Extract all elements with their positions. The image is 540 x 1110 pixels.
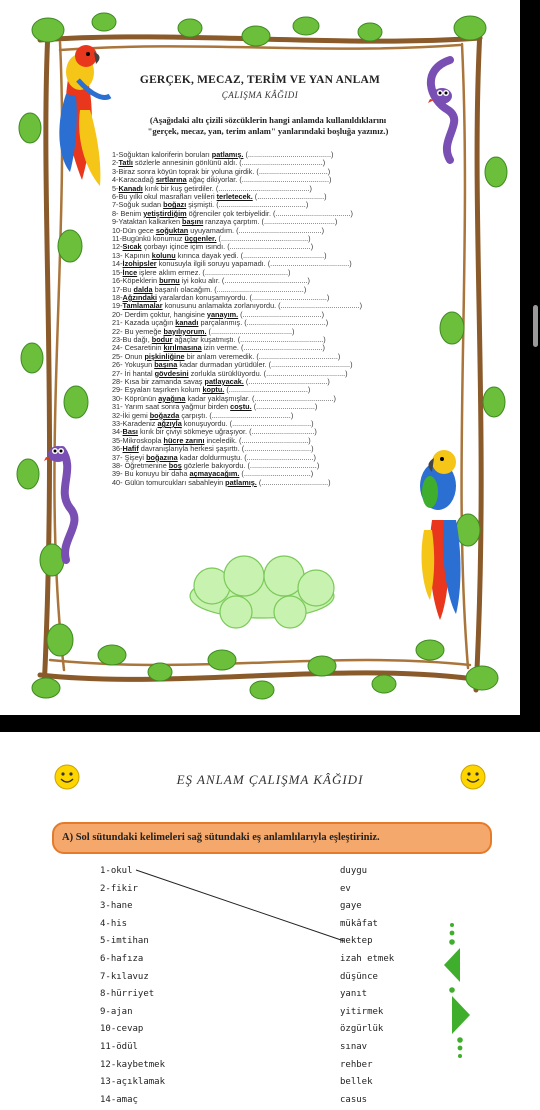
right-word[interactable]: mükâfat: [340, 918, 378, 929]
answer-blank[interactable]: (........................................): [206, 326, 295, 336]
answer-blank[interactable]: davranışlarıyla herkesi şaşırttı. (.................................): [138, 444, 314, 454]
answer-blank[interactable]: zorlukla sürüklüyordu. (.......................................): [188, 368, 348, 378]
underlined-word: sırtlarına: [155, 175, 187, 185]
underlined-word: yetiştirdiğim: [143, 208, 187, 218]
answer-blank[interactable]: konusunu anlamakta zorlanıyordu. (.......................................): [162, 301, 363, 311]
sentence-text: 26- Yokuşun: [112, 360, 155, 370]
answer-blank[interactable]: başarılı olacağım. (...........................................): [152, 284, 307, 294]
answer-blank[interactable]: çorbayı içince içim ısındı. (........................................): [141, 242, 314, 252]
answer-blank[interactable]: (.......................................): [224, 385, 311, 395]
underlined-word: Bası: [122, 427, 138, 437]
underlined-word: patlayacak.: [204, 376, 244, 386]
sentence-text: 33-Karadeniz: [112, 419, 158, 428]
left-word[interactable]: 2-fikir: [100, 883, 138, 894]
left-word[interactable]: 5-imtihan: [100, 936, 149, 947]
underlined-word: kanadı: [175, 318, 199, 328]
match-line[interactable]: [136, 870, 344, 941]
answer-blank[interactable]: kadar doldurmuştu. (.................................): [177, 452, 316, 462]
synonym-worksheet-title: EŞ ANLAM ÇALIŞMA KÂĞIDI: [176, 772, 364, 787]
answer-blank[interactable]: şişmişti. (...........................................): [186, 200, 309, 210]
answer-blank[interactable]: (.................................): [256, 477, 331, 487]
answer-blank[interactable]: sözlerle annesinin gönlünü aldı. (........................................): [132, 158, 326, 168]
answer-blank[interactable]: kırık bir kuş getirdiler. (.............................................): [142, 183, 312, 193]
underlined-word: Ağzındaki: [122, 292, 158, 302]
underlined-word: başını: [182, 217, 204, 227]
sentence-text: 17-Bu: [112, 284, 134, 294]
answer-blank[interactable]: (.......................................): [243, 376, 330, 386]
answer-blank[interactable]: inceledik. (.................................): [204, 435, 311, 445]
underlined-word: boğazı: [163, 200, 187, 210]
right-word[interactable]: gaye: [340, 901, 362, 912]
sentence-text: 8- Benim: [112, 208, 144, 218]
left-word[interactable]: 8-hürriyet: [100, 989, 155, 1000]
underlined-word: İnce: [122, 267, 138, 277]
right-word[interactable]: izah etmek: [340, 953, 395, 964]
sentence-text: 12-: [112, 242, 123, 252]
left-word[interactable]: 13-açıklamak: [100, 1077, 166, 1088]
instruction-line: (Aşağıdaki altı çizili sözcüklerin hangi anlamda kullanıldıklarını: [149, 115, 387, 125]
underlined-word: patlamış.: [211, 150, 244, 159]
underlined-word: Sıcak: [122, 242, 142, 252]
left-word[interactable]: 11-ödül: [100, 1041, 138, 1052]
right-word[interactable]: ev: [340, 883, 351, 894]
answer-blank[interactable]: izin verme. (.......................................): [201, 343, 325, 353]
underlined-word: üçgenler.: [184, 234, 217, 244]
sentence-text: 32-İki gemi: [112, 410, 150, 420]
right-word[interactable]: mektep: [340, 936, 373, 947]
sentence-text: 18-: [112, 292, 123, 302]
instruction-line: "gerçek, mecaz, yan, terim anlam" yanlarındaki boşluğa yazınız.): [147, 126, 389, 136]
sentence-text: 37- Şişeyi: [112, 452, 147, 462]
sentence-text: 6-Bu yılki okul masrafları velileri: [112, 192, 217, 202]
right-word[interactable]: yitirmek: [340, 1006, 384, 1017]
answer-blank[interactable]: bir anlam veremedik. (.......................................): [184, 351, 341, 361]
right-word[interactable]: rehber: [340, 1059, 373, 1070]
right-word[interactable]: sınav: [340, 1041, 368, 1052]
answer-blank[interactable]: kırık bir çiviyi sökmeye uğraşıyor. (...............................): [137, 427, 317, 437]
answer-blank[interactable]: yaralardan konuşamıyordu. (.....................................): [157, 292, 330, 302]
sentence-text: 4-Karacadağ: [112, 175, 156, 185]
sentence-text: 10-Dün gece: [112, 225, 156, 235]
sentence-text: 22- Bu yemeğe: [112, 326, 164, 336]
answer-blank[interactable]: (...........................................): [216, 234, 311, 244]
sentence-text: 7-Soğuk sudan: [112, 200, 164, 210]
sentence-text: 2-: [112, 158, 119, 168]
worksheet-subtitle: ÇALIŞMA KÂĞIDI: [221, 90, 299, 100]
answer-blank[interactable]: kadar yaklaşmışlar. (.......................................): [185, 393, 336, 403]
play-arrow-icon[interactable]: [452, 996, 470, 1058]
sentence-text: 3-Biraz sonra köyün toprak bir yoluna girdik. (..................................): [112, 166, 331, 176]
answer-blank[interactable]: (.................................): [239, 469, 314, 479]
underlined-word: ayağına: [158, 393, 186, 403]
underlined-word: burnu: [159, 276, 180, 286]
sentence-text: 39- Bu konuyu bir daha: [112, 469, 190, 479]
sentence-text: 1-Soğuktan kaloriferin boruları: [112, 150, 212, 159]
answer-blank[interactable]: kadar durmadan yürüdüler. (.......................................): [177, 360, 353, 370]
answer-blank[interactable]: konusuyla ilgili soruyu yapamadı. (.......................................): [156, 259, 352, 269]
sentence-text: 13- Kapının: [112, 250, 152, 260]
underlined-word: soğuktan: [155, 225, 189, 235]
answer-blank[interactable]: gözlerle bakıyordu. (.................................): [181, 461, 320, 471]
underlined-word: hücre zarını: [163, 435, 205, 445]
sentence-text: 20- Derdim çoktur, hangisine: [112, 309, 207, 319]
sentence-text: 36-: [112, 444, 123, 454]
sentence-text: 38- Öğretmenine: [112, 461, 169, 471]
underlined-word: koptu.: [202, 385, 225, 395]
right-word[interactable]: bellek: [340, 1077, 373, 1088]
sentence-text: 34-: [112, 427, 123, 437]
underlined-word: başına: [154, 360, 178, 370]
underlined-word: kırılmasına: [163, 343, 202, 353]
sentence-text: 40- Gülün tomurcukları sabahleyin: [112, 477, 226, 487]
left-word[interactable]: 1-okul: [100, 866, 133, 876]
sentence-text: 29- Eşyaları taşırken kolum: [112, 385, 203, 395]
underlined-word: Tatlı: [118, 158, 133, 168]
underlined-word: pişkinliğine: [144, 351, 185, 361]
underlined-word: coştu.: [230, 402, 252, 412]
sentence-text: 15-: [112, 267, 123, 277]
underlined-word: Hafif: [122, 444, 139, 454]
sentence-text: 24- Cesaretinin: [112, 343, 164, 353]
instruction-text: A) Sol sütundaki kelimeleri sağ sütundaki eş anlamlılarıyla eşleştiriniz.: [62, 832, 380, 843]
underlined-word: açmayacağım.: [189, 469, 240, 479]
left-word[interactable]: 12-kaybetmek: [100, 1059, 166, 1070]
left-word[interactable]: 14-amaç: [100, 1094, 138, 1105]
answer-blank[interactable]: ağaç dikiyorlar. (...........................................): [186, 175, 332, 185]
underlined-word: boğazda: [149, 410, 180, 420]
answer-blank[interactable]: iyi koku alır. (.........................................): [179, 276, 310, 286]
answer-blank[interactable]: (.................................): [252, 192, 327, 202]
sentence-text: 28- Kısa bir zamanda savaş: [112, 376, 205, 386]
underlined-word: boğazına: [146, 452, 178, 462]
sentence-text: 23-Bu dağı,: [112, 334, 152, 344]
right-word[interactable]: yanıt: [340, 989, 368, 1000]
left-word[interactable]: 10-cevap: [100, 1024, 144, 1035]
sentence-text: 31- Yarım saat sonra yağmur birden: [112, 402, 231, 412]
underlined-word: bodur: [151, 334, 173, 344]
sentence-text: 9-Yataktan kalkarken: [112, 217, 183, 227]
answer-blank[interactable]: (.............................): [251, 402, 318, 412]
left-word[interactable]: 9-ajan: [100, 1006, 133, 1017]
left-word[interactable]: 6-hafıza: [100, 953, 144, 964]
sentence-text: 35-Mikroskopla: [112, 435, 164, 445]
answer-blank[interactable]: ranzaya çarptım. (...................................): [203, 217, 338, 227]
underlined-word: terletecek.: [216, 192, 253, 202]
answer-blank[interactable]: (.......................................): [238, 309, 325, 319]
worksheet-title: GERÇEK, MECAZ, TERİM VE YAN ANLAM: [139, 74, 381, 86]
sentence-text: 27- İri hantal: [112, 368, 155, 378]
underlined-word: Tamlamalar: [122, 301, 163, 311]
sentence-text: 5-: [112, 183, 119, 193]
underlined-word: boş: [168, 461, 182, 471]
answer-blank[interactable]: uyuyamadım. (.........................................): [188, 225, 325, 235]
underlined-word: kolunu: [151, 250, 176, 260]
sentence-text: 21- Kazada uçağın: [112, 318, 176, 328]
sentence-text: 30- Köprünün: [112, 393, 159, 403]
underlined-word: bayılıyorum.: [163, 326, 207, 336]
right-word[interactable]: duygu: [340, 866, 368, 876]
underlined-word: gövdesini: [154, 368, 189, 378]
right-word[interactable]: casus: [340, 1094, 368, 1105]
left-word[interactable]: 3-hane: [100, 901, 133, 912]
answer-blank[interactable]: konuşuyordu. (.......................................): [181, 419, 314, 428]
underlined-word: yanayım.: [206, 309, 239, 319]
answer-blank[interactable]: çarpıştı. (.......................................): [179, 410, 294, 420]
underlined-word: ağzıyla: [157, 419, 182, 428]
left-word[interactable]: 4-his: [100, 918, 128, 929]
answer-blank[interactable]: parçalanmış. (.......................................): [198, 318, 329, 328]
right-word[interactable]: düşünce: [340, 971, 378, 982]
play-arrow-icon[interactable]: [444, 923, 460, 993]
underlined-word: İzohipsler: [122, 259, 157, 269]
right-word[interactable]: özgürlük: [340, 1024, 384, 1035]
left-word[interactable]: 7-kılavuz: [100, 971, 149, 982]
underlined-word: dalda: [133, 284, 153, 294]
sentence-text: 19-: [112, 301, 123, 311]
sentence-text: 11-Bugünkü konumuz: [112, 234, 185, 244]
underlined-word: Kanadı: [118, 183, 143, 193]
sentence-text: 25- Onun: [112, 351, 145, 361]
answer-blank[interactable]: kırınca dayak yedi. (........................................): [175, 250, 327, 260]
answer-blank[interactable]: (.........................................): [243, 150, 334, 159]
answer-blank[interactable]: işlere aklım ermez. (.........................................): [137, 267, 291, 277]
sentence-text: 14-: [112, 259, 123, 269]
sentence-text: 16-Köpeklerin: [112, 276, 160, 286]
answer-blank[interactable]: ağaçlar kuşatmıştı. (.........................................): [172, 334, 326, 344]
underlined-word: patlamış.: [225, 477, 257, 487]
answer-blank[interactable]: öğrenciler çok terbiyelidir. (.....................................): [186, 208, 353, 218]
